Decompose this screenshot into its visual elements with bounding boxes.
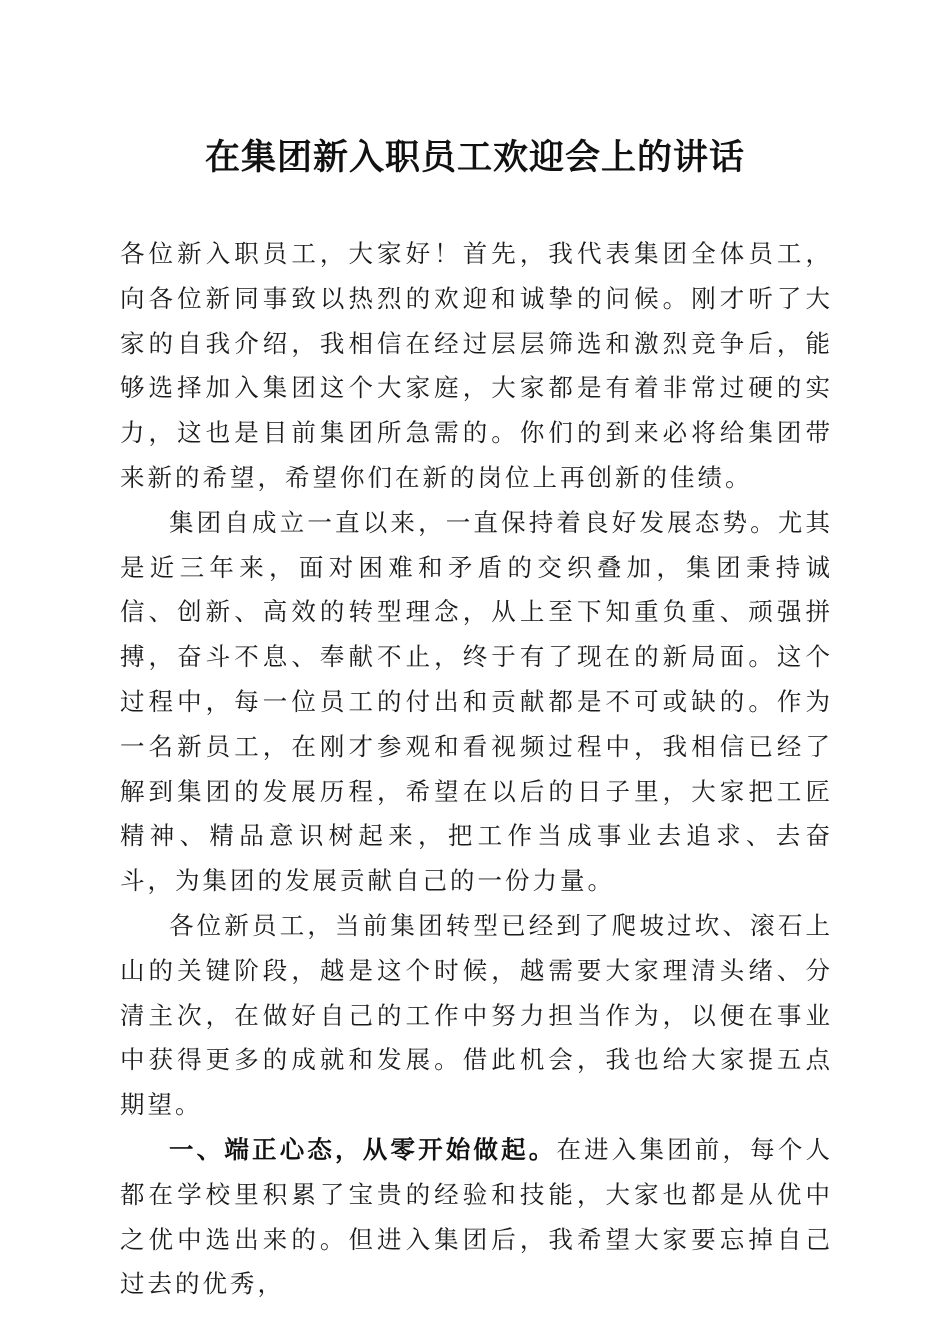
paragraph-text: 各位新员工，当前集团转型已经到了爬坡过坎、滚石上山的关键阶段，越是这个时候，越需要大家理清头绪、分清主次，在做好自己的工作中努力担当作为，以便在事业中获得更多的成就和发展。借此机会，我也给大家提五点期望。 — [120, 910, 833, 1120]
document-body — [120, 232, 833, 1307]
paragraph-lead-heading: 一、端正心态，从零开始做起。 — [169, 1134, 557, 1164]
paragraph-point-one — [120, 1128, 833, 1307]
paragraph-greeting — [120, 232, 833, 501]
paragraph-text: 各位新入职员工，大家好！首先，我代表集团全体员工，向各位新同事致以热烈的欢迎和诚挚的问候。刚才听了大家的自我介绍，我相信在经过层层筛选和激烈竞争后，能够选择加入集团这个大家庭，大家都是有着非常过硬的实力，这也是目前集团所急需的。你们的到来必将给集团带来新的希望，希望你们在新的岗位上再创新的佳绩。 — [120, 239, 833, 492]
paragraph-expectations-intro — [120, 904, 833, 1128]
paragraph-text: 集团自成立一直以来，一直保持着良好发展态势。尤其是近三年来，面对困难和矛盾的交织叠加，集团秉持诚信、创新、高效的转型理念，从上至下知重负重、顽强拼搏，奋斗不息、奉献不止，终于有了现在的新局面。这个过程中，每一位员工的付出和贡献都是不可或缺的。作为一名新员工，在刚才参观和看视频过程中，我相信已经了解到集团的发展历程，希望在以后的日子里，大家把工匠精神、精品意识树起来，把工作当成事业去追求、去奋斗，为集团的发展贡献自己的一份力量。 — [120, 507, 833, 896]
paragraph-group-history — [120, 501, 833, 904]
paragraph-text: 在进入集团前，每个人都在学校里积累了宝贵的经验和技能，大家也都是从优中之优中选出来的。但进入集团后，我希望大家要忘掉自己过去的优秀， — [120, 1134, 834, 1299]
document-title: 在集团新入职员工欢迎会上的讲话 — [204, 137, 745, 178]
